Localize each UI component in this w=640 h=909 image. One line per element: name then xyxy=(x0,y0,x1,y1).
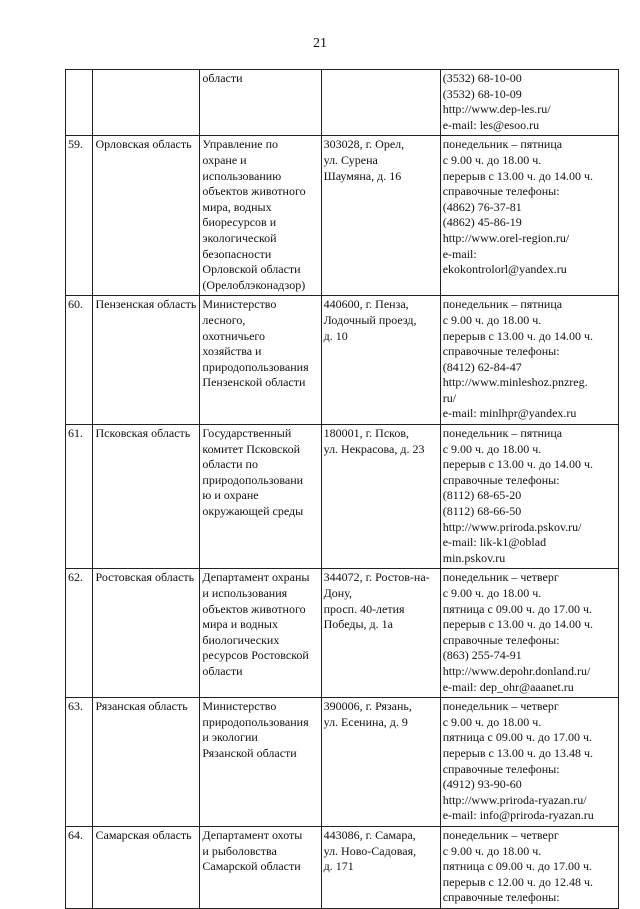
contact-line: пятница с 09.00 ч. до 17.00 ч. xyxy=(442,730,593,745)
organization-line: хозяйства и xyxy=(202,344,262,359)
registry-table xyxy=(65,69,619,909)
region-name: Самарская область xyxy=(93,826,200,908)
region-name: Пензенская область xyxy=(93,296,200,425)
table-row xyxy=(66,826,619,908)
contact-line: ekokontrolorl@yandex.ru xyxy=(442,262,567,277)
organization-line: лесного, xyxy=(202,312,246,327)
address-line: Шаумяна, д. 16 xyxy=(323,168,402,183)
organization-line: ю и охране xyxy=(202,488,259,503)
contact-line: http://www.priroda-ryazan.ru/ xyxy=(442,792,587,807)
table-row xyxy=(66,70,619,136)
address-line: 344072, г. Ростов-на- xyxy=(323,570,430,585)
contact-line: понедельник – четверг xyxy=(442,827,559,842)
row-number: 59. xyxy=(66,136,93,296)
address-line: просп. 40-летия xyxy=(323,601,405,616)
contact-line: с 9.00 ч. до 18.00 ч. xyxy=(442,843,542,858)
contact-line: (3532) 68-10-00 xyxy=(442,71,522,85)
contact-line: http://www.dep-les.ru/ xyxy=(442,102,551,117)
organization-line: Департамент охраны xyxy=(202,570,310,585)
organization-line: безопасности xyxy=(202,246,272,261)
contact-line: e-mail: les@esoo.ru xyxy=(442,117,540,132)
address-line: ул. Есенина, д. 9 xyxy=(323,714,408,729)
region-name: Ростовская область xyxy=(93,569,200,698)
organization-line: Самарской области xyxy=(202,859,301,874)
contact-line: справочные телефоны: xyxy=(442,344,560,359)
contact-line: понедельник – пятница xyxy=(442,426,563,441)
organization-line: объектов животного xyxy=(202,184,306,199)
organization-cell xyxy=(200,826,321,908)
organization-line: мира, водных xyxy=(202,199,272,214)
organization-line: и экологии xyxy=(202,730,258,745)
organization-line: биологических xyxy=(202,632,280,647)
contacts-cell xyxy=(440,826,618,908)
address-cell xyxy=(321,425,440,569)
address-line: Лодочный проезд, xyxy=(323,312,417,327)
organization-line: окружающей среды xyxy=(202,504,304,519)
contact-line: (4862) 45-86-19 xyxy=(442,215,522,230)
contact-line: http://www.depohr.donland.ru/ xyxy=(442,663,591,678)
contact-line: e-mail: info@priroda-ryazan.ru xyxy=(442,808,594,823)
organization-line: ресурсов Ростовской xyxy=(202,648,309,663)
contact-line: пятница с 09.00 ч. до 17.00 ч. xyxy=(442,601,593,616)
organization-line: экологической xyxy=(202,230,277,245)
organization-line: (Орелоблэконадзор) xyxy=(202,277,306,292)
row-number: 62. xyxy=(66,569,93,698)
organization-line: Управление по xyxy=(202,137,279,152)
row-number xyxy=(66,70,93,136)
organization-cell xyxy=(200,569,321,698)
region-name: Псковская область xyxy=(93,425,200,569)
contact-line: перерыв с 13.00 ч. до 14.00 ч. xyxy=(442,168,594,183)
contact-line: справочные телефоны: xyxy=(442,184,560,199)
registry-table-body xyxy=(66,70,619,909)
organization-line: объектов животного xyxy=(202,601,306,616)
organization-line: комитет Псковской xyxy=(202,441,301,456)
row-number: 64. xyxy=(66,826,93,908)
contact-line: (863) 255-74-91 xyxy=(442,648,522,663)
organization-line: биоресурсов и xyxy=(202,215,277,230)
contact-line: с 9.00 ч. до 18.00 ч. xyxy=(442,714,542,729)
table-row xyxy=(66,296,619,425)
contact-line: e-mail: xyxy=(442,246,477,261)
contact-line: справочные телефоны: xyxy=(442,761,560,776)
contact-line: с 9.00 ч. до 18.00 ч. xyxy=(442,441,542,456)
contact-line: (8412) 62-84-47 xyxy=(442,359,522,374)
region-name: Рязанская область xyxy=(93,698,200,827)
address-line: ул. Некрасова, д. 23 xyxy=(323,441,425,456)
organization-line: области по xyxy=(202,457,258,472)
address-line: Дону, xyxy=(323,586,352,600)
table-row xyxy=(66,136,619,296)
organization-line: мира и водных xyxy=(202,617,278,632)
contact-line: с 9.00 ч. до 18.00 ч. xyxy=(442,152,542,167)
organization-line: Рязанской области xyxy=(202,745,297,760)
address-line: Победы, д. 1а xyxy=(323,617,393,632)
address-line: ул. Ново-Садовая, xyxy=(323,843,417,858)
table-row xyxy=(66,698,619,827)
organization-line: охране и xyxy=(202,152,247,167)
organization-cell xyxy=(200,296,321,425)
organization-line: Министерство xyxy=(202,699,277,714)
contact-line: перерыв с 13.00 ч. до 14.00 ч. xyxy=(442,617,594,632)
organization-cell xyxy=(200,70,321,136)
address-line: 180001, г. Псков, xyxy=(323,426,410,441)
row-number: 61. xyxy=(66,425,93,569)
contact-line: e-mail: minlhpr@yandex.ru xyxy=(442,406,577,421)
organization-cell xyxy=(200,425,321,569)
organization-line: природопользования xyxy=(202,359,309,374)
organization-line: Государственный xyxy=(202,426,292,441)
address-cell xyxy=(321,296,440,425)
organization-line: природопользовани xyxy=(202,472,304,487)
contact-line: перерыв с 13.00 ч. до 14.00 ч. xyxy=(442,457,594,472)
contact-line: (8112) 68-65-20 xyxy=(442,488,522,503)
organization-line: области xyxy=(202,663,243,678)
contact-line: http://www.minleshoz.pnzreg. xyxy=(442,375,588,390)
table-row xyxy=(66,569,619,698)
organization-line: Министерство xyxy=(202,297,277,312)
organization-cell xyxy=(200,698,321,827)
region-name: Орловская область xyxy=(93,136,200,296)
row-number: 63. xyxy=(66,698,93,827)
address-cell xyxy=(321,136,440,296)
address-line: 440600, г. Пенза, xyxy=(323,297,409,312)
contact-line: (4912) 93-90-60 xyxy=(442,777,522,792)
organization-line: области xyxy=(202,71,243,85)
contacts-cell xyxy=(440,698,618,827)
contact-line: справочные телефоны: xyxy=(442,632,560,647)
organization-line: охотничьего xyxy=(202,328,266,343)
contacts-cell xyxy=(440,425,618,569)
contact-line: с 9.00 ч. до 18.00 ч. xyxy=(442,312,542,327)
contacts-cell xyxy=(440,136,618,296)
contacts-cell xyxy=(440,569,618,698)
address-line: ул. Сурена xyxy=(323,152,378,167)
contact-line: перерыв с 13.00 ч. до 13.48 ч. xyxy=(442,745,594,760)
contact-line: e-mail: lik-k1@oblad xyxy=(442,535,547,550)
contact-line: пятница с 09.00 ч. до 17.00 ч. xyxy=(442,859,593,874)
address-line: 390006, г. Рязань, xyxy=(323,699,412,714)
organization-line: Пензенской области xyxy=(202,375,306,390)
address-cell xyxy=(321,698,440,827)
contact-line: http://www.priroda.pskov.ru/ xyxy=(442,519,582,534)
contact-line: (3532) 68-10-09 xyxy=(442,86,522,101)
contacts-cell xyxy=(440,296,618,425)
contact-line: понедельник – четверг xyxy=(442,570,559,585)
contact-line: min.pskov.ru xyxy=(442,550,506,565)
row-number: 60. xyxy=(66,296,93,425)
organization-line: Орловской области xyxy=(202,262,301,277)
address-cell xyxy=(321,569,440,698)
contact-line: ru/ xyxy=(442,390,457,405)
contact-line: e-mail: dep_ohr@aaanet.ru xyxy=(442,679,574,694)
contact-line: понедельник – пятница xyxy=(442,297,563,312)
contact-line: перерыв с 13.00 ч. до 14.00 ч. xyxy=(442,328,594,343)
address-line: 443086, г. Самара, xyxy=(323,827,416,842)
address-cell xyxy=(321,826,440,908)
contact-line: с 9.00 ч. до 18.00 ч. xyxy=(442,586,542,600)
contact-line: (8112) 68-66-50 xyxy=(442,504,522,519)
page-number: 21 xyxy=(313,36,327,51)
organization-line: использованию xyxy=(202,168,282,183)
address-line: 303028, г. Орел, xyxy=(323,137,405,152)
organization-line: и использования xyxy=(202,586,288,600)
contact-line: понедельник – пятница xyxy=(442,137,563,152)
organization-line: природопользования xyxy=(202,714,309,729)
organization-cell xyxy=(200,136,321,296)
contacts-cell xyxy=(440,70,618,136)
contact-line: справочные телефоны: xyxy=(442,890,560,905)
address-line: д. 171 xyxy=(323,859,354,874)
contact-line: (4862) 76-37-81 xyxy=(442,199,522,214)
organization-line: Департамент охоты xyxy=(202,827,303,842)
address-cell xyxy=(321,70,440,136)
address-line: д. 10 xyxy=(323,328,348,343)
organization-line: и рыболовства xyxy=(202,843,277,858)
contact-line: понедельник – четверг xyxy=(442,699,559,714)
table-row xyxy=(66,425,619,569)
contact-line: перерыв с 12.00 ч. до 12.48 ч. xyxy=(442,874,594,889)
region-name xyxy=(93,70,200,136)
contact-line: справочные телефоны: xyxy=(442,472,560,487)
contact-line: http://www.orel-region.ru/ xyxy=(442,230,570,245)
